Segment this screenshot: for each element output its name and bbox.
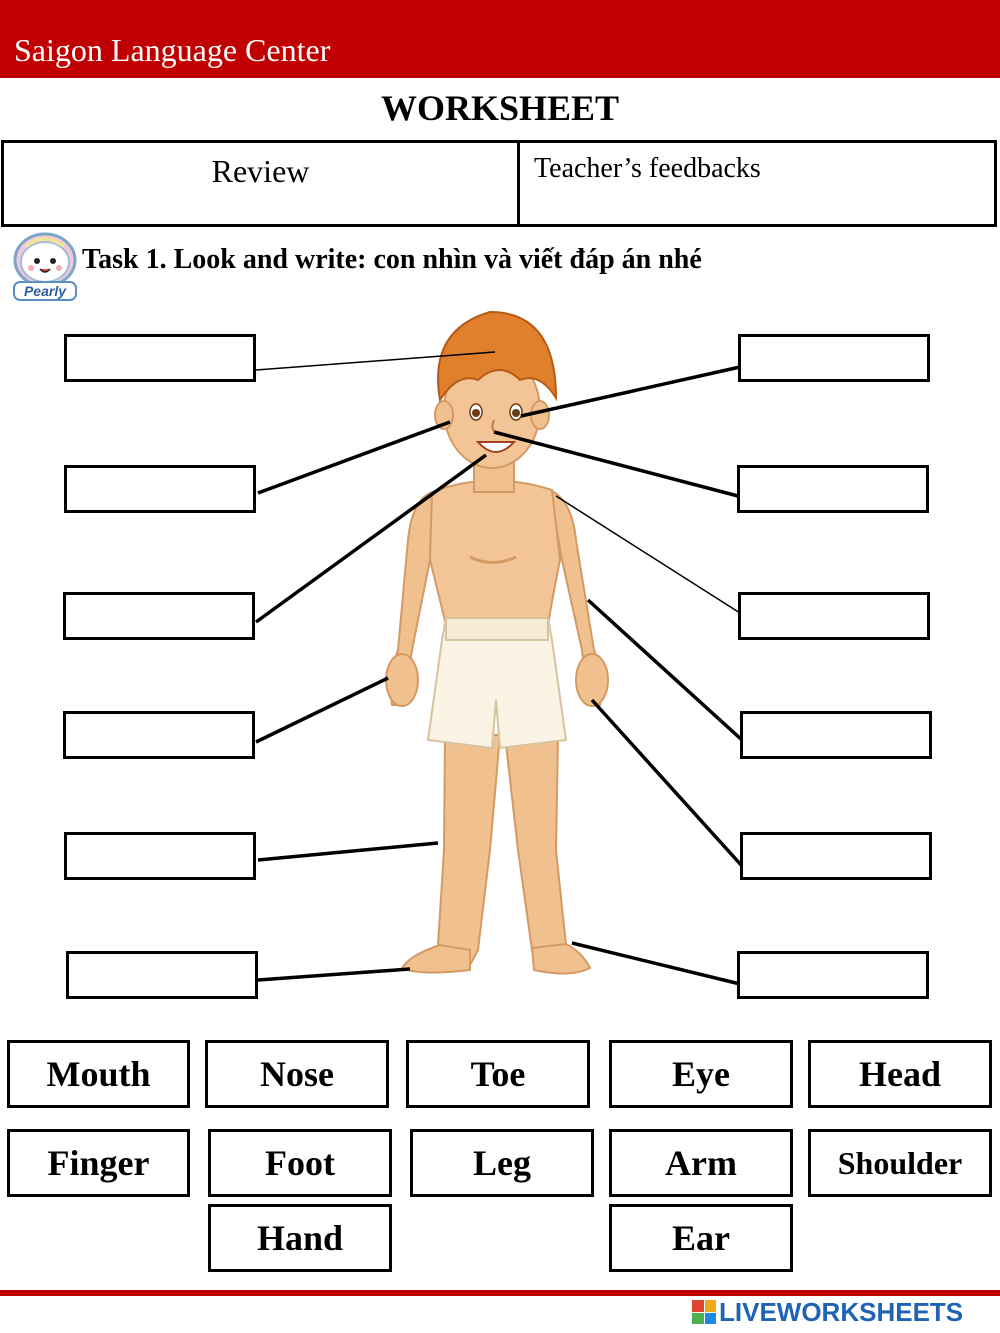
line-ear bbox=[258, 422, 450, 493]
line-nose bbox=[494, 432, 738, 496]
word-card-finger[interactable]: Finger bbox=[7, 1129, 190, 1197]
answer-box-right-1[interactable] bbox=[738, 334, 930, 382]
answer-box-right-4[interactable] bbox=[740, 711, 932, 759]
review-label: Review bbox=[211, 153, 310, 189]
pearly-logo-text: Pearly bbox=[23, 283, 67, 299]
pearly-mascot-icon bbox=[8, 230, 82, 302]
boy-illustration bbox=[386, 312, 608, 974]
word-card-nose[interactable]: Nose bbox=[205, 1040, 389, 1108]
worksheet-title: WORKSHEET bbox=[380, 88, 620, 128]
word-card-toe[interactable]: Toe bbox=[406, 1040, 590, 1108]
line-arm bbox=[588, 600, 742, 740]
word-card-head[interactable]: Head bbox=[808, 1040, 992, 1108]
answer-box-left-1[interactable] bbox=[64, 334, 256, 382]
line-foot bbox=[258, 969, 410, 980]
word-card-eye[interactable]: Eye bbox=[609, 1040, 793, 1108]
answer-box-right-6[interactable] bbox=[737, 951, 929, 999]
line-finger bbox=[592, 700, 742, 866]
answer-box-left-6[interactable] bbox=[66, 951, 258, 999]
answer-box-right-5[interactable] bbox=[740, 832, 932, 880]
line-eye bbox=[521, 367, 740, 416]
word-card-ear[interactable]: Ear bbox=[609, 1204, 793, 1272]
task-title: Task 1. Look and write: con nhìn và viết đáp án nhé bbox=[82, 244, 702, 275]
liveworksheets-logo bbox=[692, 1296, 963, 1328]
answer-box-left-4[interactable] bbox=[63, 711, 255, 759]
center-name: Saigon Language Center bbox=[14, 32, 331, 68]
table-divider bbox=[517, 143, 520, 224]
line-hand bbox=[256, 678, 388, 742]
line-shoulder bbox=[556, 496, 740, 613]
word-card-hand[interactable]: Hand bbox=[208, 1204, 392, 1272]
line-leg bbox=[258, 843, 438, 860]
answer-box-left-2[interactable] bbox=[64, 465, 256, 513]
answer-box-left-3[interactable] bbox=[63, 592, 255, 640]
feedback-label: Teacher’s feedbacks bbox=[534, 153, 761, 184]
connector-lines bbox=[256, 352, 742, 984]
word-card-mouth[interactable]: Mouth bbox=[7, 1040, 190, 1108]
answer-box-left-5[interactable] bbox=[64, 832, 256, 880]
word-card-shoulder[interactable]: Shoulder bbox=[808, 1129, 992, 1197]
header-bar bbox=[0, 0, 1000, 78]
line-toe bbox=[572, 943, 740, 984]
word-card-leg[interactable]: Leg bbox=[410, 1129, 594, 1197]
answer-box-right-2[interactable] bbox=[737, 465, 929, 513]
review-table bbox=[1, 140, 997, 227]
liveworksheets-brand: LIVEWORKSHEETS bbox=[719, 1296, 964, 1327]
line-mouth bbox=[256, 455, 486, 622]
liveworksheets-grid-icon bbox=[692, 1300, 716, 1324]
answer-box-right-3[interactable] bbox=[738, 592, 930, 640]
word-card-foot[interactable]: Foot bbox=[208, 1129, 392, 1197]
word-card-arm[interactable]: Arm bbox=[609, 1129, 793, 1197]
line-head bbox=[256, 352, 495, 370]
